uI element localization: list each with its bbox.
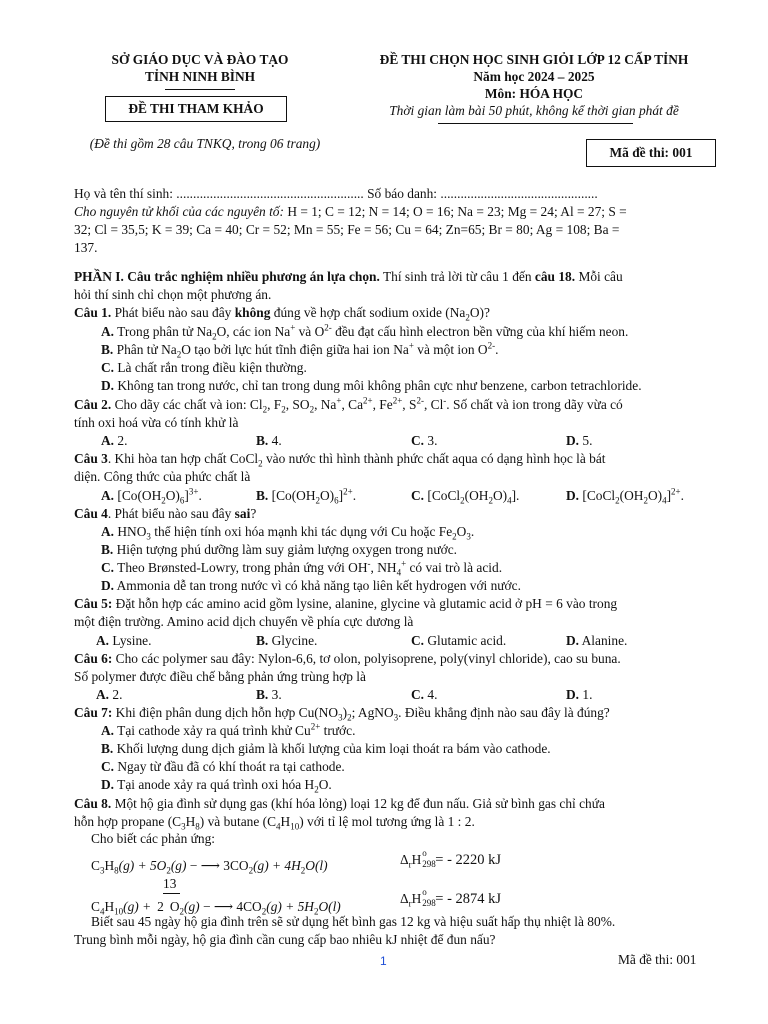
- subject: Môn: HÓA HỌC: [484, 86, 584, 101]
- option-letter: D.: [566, 488, 580, 503]
- option-letter: C.: [101, 360, 115, 375]
- q4-text: ?: [250, 506, 257, 521]
- q2-text: , Ca: [341, 397, 364, 412]
- subscript: 2: [615, 495, 620, 506]
- department-name: SỞ GIÁO DỤC VÀ ĐÀO TẠO: [111, 52, 289, 67]
- subscript: 2: [315, 495, 321, 506]
- atomic-masses-line1: H = 1; C = 12; N = 14; O = 16; Na = 23; Mg = 24; Al = 27; S =: [283, 204, 627, 219]
- option-text: ].: [511, 488, 520, 503]
- eq-text: O(l): [318, 899, 341, 914]
- option-text: thể hiện tính oxi hóa mạnh khi tác dụng với Cu hoặc Fe: [150, 524, 453, 539]
- subscript: 2: [212, 331, 217, 342]
- q6-option-a: [96, 686, 122, 704]
- subscript: 8: [114, 865, 119, 876]
- q1-text: đúng về hợp chất sodium oxide (Na: [270, 305, 466, 320]
- subscript: 2: [313, 906, 319, 917]
- option-text: Khối lượng dung dịch giảm là khối lượng của kim loại thoát ra bám vào cathode.: [113, 741, 551, 756]
- option-letter: D.: [566, 433, 580, 448]
- option-text: 4.: [424, 687, 438, 702]
- q6-option-b: [256, 686, 282, 704]
- subscript: 10: [290, 821, 300, 832]
- delta-symbol: Δ: [400, 852, 409, 867]
- subscript: 3: [393, 712, 399, 723]
- eq-text: (g) + 4H: [253, 858, 301, 873]
- superscript: +: [336, 395, 342, 406]
- fraction-numerator: 13: [163, 876, 177, 891]
- option-text: Trong phân tử Na: [114, 324, 213, 339]
- subscript: r: [408, 898, 412, 909]
- option-text: .: [495, 342, 499, 357]
- option-text: ]: [184, 488, 189, 503]
- option-text: O.: [318, 777, 332, 792]
- q8-text: Một hộ gia đình sử dụng gas (khí hóa lỏng) loại 12 kg để đun nấu. Giả sử bình gas chỉ chứa: [111, 796, 605, 811]
- eq-text: 3CO: [219, 858, 249, 873]
- subscript: 3: [466, 531, 471, 542]
- option-letter: D.: [101, 378, 115, 393]
- option-letter: A.: [96, 687, 110, 702]
- question-7-label: Câu 7:: [74, 705, 113, 720]
- q2-text: , SO: [285, 397, 310, 412]
- q7-option-a: [101, 722, 712, 740]
- subscript: 2: [161, 495, 166, 506]
- q1-option-a: [101, 323, 712, 341]
- q2-text: , Cl: [423, 397, 444, 412]
- question-4-label: Câu 4: [74, 506, 108, 521]
- q8-final-line1: Biết sau 45 ngày hộ gia đình trên sẽ sử dụng hết bình gas 12 kg và hiệu suất hấp thụ nhiệt là 80%.: [91, 914, 616, 929]
- part1-instr-line2: hỏi thí sinh chỉ chọn một phương án.: [74, 287, 272, 302]
- q8-text: hỗn hợp propane (C: [74, 814, 182, 829]
- part1-instr-b: câu 18.: [534, 269, 576, 284]
- q8-text: ) và butane (C: [199, 814, 277, 829]
- option-letter: B.: [101, 542, 114, 557]
- q7-text: Khi điện phân dung dịch hỗn hợp Cu(NO: [112, 705, 339, 720]
- question-6-label: Câu 6:: [74, 651, 113, 666]
- subscript: 2: [166, 865, 171, 876]
- fraction-denominator: 2: [157, 899, 164, 914]
- eq-text: (g): [184, 899, 203, 914]
- question-2-label: Câu 2.: [74, 397, 112, 412]
- option-letter: D.: [566, 687, 580, 702]
- subscript: 2: [262, 404, 268, 415]
- q1-emphasis: không: [234, 305, 271, 320]
- option-letter: C.: [411, 687, 425, 702]
- eq-text: C: [91, 858, 100, 873]
- q3-text: vào nước thì hình thành phức chất aqua có dạng hình học là bát: [262, 451, 606, 466]
- part1-heading: [74, 268, 712, 304]
- subscript: 2: [248, 865, 254, 876]
- question-7: [74, 704, 712, 722]
- q2-option-a: [101, 432, 127, 450]
- question-6: [74, 650, 712, 686]
- q3-option-c: [411, 487, 519, 505]
- q1-text: Phát biểu nào sau đây: [111, 305, 235, 320]
- subscript: 2: [314, 784, 319, 795]
- eq-text: H: [104, 899, 115, 914]
- atomic-masses-line3: 137.: [74, 240, 98, 255]
- option-text: .: [352, 488, 357, 503]
- exam-code-box: [586, 139, 716, 167]
- option-letter: B.: [256, 488, 269, 503]
- q8-final-line2: Trung bình mỗi ngày, hộ gia đình cần cung cấp bao nhiêu kJ nhiệt để đun nấu?: [74, 932, 496, 947]
- q7-text: ; AgNO: [351, 705, 394, 720]
- q8-text: H: [185, 814, 196, 829]
- subscript: 2: [488, 495, 493, 506]
- school-year: Năm học 2024 – 2025: [473, 69, 595, 84]
- q4-option-c: [101, 559, 712, 577]
- q5-options: [0, 632, 768, 650]
- page-number: 1: [380, 954, 387, 968]
- subscript: 2: [179, 906, 184, 917]
- option-text: Ammonia dễ tan trong nước vì có khả năng tạo liên kết hydrogen với nước.: [114, 578, 521, 593]
- option-text: 3.: [424, 433, 438, 448]
- option-text: O): [165, 488, 180, 503]
- part1-instr-c: Mỗi câu: [575, 269, 623, 284]
- option-text: 2.: [114, 433, 128, 448]
- option-letter: A.: [101, 324, 115, 339]
- subscript: 2: [281, 404, 286, 415]
- option-text: (OH: [464, 488, 489, 503]
- superscript: 2-: [324, 322, 332, 333]
- subscript: 2: [460, 495, 465, 506]
- subscript: 3: [181, 821, 186, 832]
- atomic-masses-intro: Cho nguyên tử khối của các nguyên tố:: [74, 204, 284, 219]
- subscript: 2: [258, 458, 263, 469]
- q7-option-b: [101, 740, 712, 758]
- option-text: Glutamic acid.: [424, 633, 507, 648]
- q3-text: . Khi hòa tan hợp chất CoCl: [107, 451, 259, 466]
- q8-equation-1: [91, 857, 328, 875]
- q8-text: H: [280, 814, 291, 829]
- superscript: -: [443, 395, 447, 406]
- eq-text: 4CO: [233, 899, 262, 914]
- exam-title: ĐỀ THI CHỌN HỌC SINH GIỎI LỚP 12 CẤP TỈNH: [379, 52, 689, 67]
- option-text: [CoCl: [579, 488, 616, 503]
- option-text: ]: [666, 488, 672, 503]
- q2-text: , S: [402, 397, 417, 412]
- question-8-label: Câu 8.: [74, 796, 112, 811]
- enthalpy-value: = - 2874 kJ: [435, 891, 502, 907]
- subscript: 4: [99, 906, 105, 917]
- option-text: [CoCl: [424, 488, 461, 503]
- q6-line2: Số polymer được điều chế bằng phản ứng trùng hợp là: [74, 669, 366, 684]
- option-text: O): [492, 488, 508, 503]
- q1-option-b: [101, 341, 712, 359]
- header-left-underline: [165, 89, 235, 90]
- option-text: và O: [295, 324, 325, 339]
- reaction-arrow-icon: − ⟶: [189, 858, 220, 873]
- q7-option-c: [101, 758, 712, 776]
- superscript: +: [408, 340, 414, 351]
- q5-option-a: [96, 632, 151, 650]
- subscript: 2: [643, 495, 648, 506]
- superscript: 2+: [343, 486, 353, 497]
- option-letter: B.: [256, 433, 269, 448]
- option-letter: B.: [256, 633, 269, 648]
- superscript: 2+: [363, 395, 373, 406]
- reference-exam-label: ĐỀ THI THAM KHẢO: [128, 101, 264, 116]
- q6-option-d: [566, 686, 592, 704]
- option-text: O, các ion Na: [216, 324, 291, 339]
- q2-option-b: [256, 432, 282, 450]
- option-text: trước.: [320, 723, 356, 738]
- eq-text: C: [91, 899, 100, 914]
- subscript: 3: [146, 531, 151, 542]
- option-text: .: [470, 524, 475, 539]
- option-letter: C.: [411, 633, 425, 648]
- option-text: .: [680, 488, 684, 503]
- option-text: 2.: [109, 687, 123, 702]
- option-text: [Co(OH: [268, 488, 316, 503]
- q6-options: [0, 686, 768, 704]
- q5-option-c: [411, 632, 506, 650]
- option-text: O): [647, 488, 663, 503]
- q2-text: Cho dãy các chất và ion: Cl: [111, 397, 263, 412]
- q1-option-c: [101, 359, 712, 377]
- eq-text: O: [166, 899, 180, 914]
- q2-text: , Fe: [372, 397, 393, 412]
- superscript: 2+: [310, 721, 321, 732]
- q4-option-a: [101, 523, 712, 541]
- question-2: [74, 396, 712, 432]
- eq-text: (g) + 5O: [118, 858, 167, 873]
- subscript: 2: [347, 712, 352, 723]
- time-limit: Thời gian làm bài 50 phút, không kể thời gian phát đề: [389, 103, 679, 118]
- question-3: [74, 450, 712, 486]
- q6-text: Cho các polymer sau đây: Nylon-6,6, tơ olon, polyisoprene, poly(vinyl chloride), cao su buna.: [112, 651, 621, 666]
- q1-option-d: [101, 377, 712, 395]
- option-text: Ngay từ đầu đã có khí thoát ra tại cathode.: [114, 759, 345, 774]
- q5-option-d: [566, 632, 627, 650]
- subscript: 2: [176, 349, 182, 360]
- subscript: 6: [334, 495, 339, 506]
- option-text: Alanine.: [579, 633, 628, 648]
- subscript: 4: [276, 821, 281, 832]
- q4-emphasis: sai: [234, 506, 251, 521]
- superscript: +: [290, 322, 296, 333]
- candidate-number-field: Số báo danh: ...............................................: [367, 186, 598, 201]
- option-letter: D.: [566, 633, 580, 648]
- option-text: 3.: [268, 687, 282, 702]
- option-letter: C.: [411, 488, 425, 503]
- option-text: (OH: [619, 488, 644, 503]
- option-letter: C.: [411, 433, 425, 448]
- standard-state-mark: o 298: [422, 887, 436, 908]
- part1-title: PHẦN I. Câu trắc nghiệm nhiều phương án lựa chọn.: [74, 269, 380, 284]
- header-right-underline: [438, 123, 633, 124]
- option-letter: A.: [101, 723, 115, 738]
- q2-line2: tính oxi hoá vừa có tính khử là: [74, 415, 239, 430]
- q2-text: . Số chất và ion trong dãy vừa có: [446, 397, 623, 412]
- reference-exam-box: [105, 96, 287, 122]
- subscript: 2: [465, 312, 470, 323]
- q8-enthalpy-1: [400, 848, 502, 870]
- footer-exam-code: Mã đề thi: 001: [618, 952, 697, 967]
- subscript: 6: [179, 495, 185, 506]
- subscript: 4: [662, 495, 667, 506]
- q4-option-b: [101, 541, 712, 559]
- q7-text: . Điều khẳng định nào sau đây là đúng?: [398, 705, 610, 720]
- eq-text: (g): [170, 858, 190, 873]
- q5-text: Đặt hỗn hợp các amino acid gồm lysine, alanine, glycine và glutamic acid ở pH = 6 vào trong: [112, 596, 618, 611]
- superscript: 2+: [671, 486, 681, 497]
- option-text: , NH: [370, 560, 397, 575]
- q8-enthalpy-2: [400, 887, 502, 909]
- superscript: -: [367, 558, 371, 569]
- option-letter: C.: [101, 560, 115, 575]
- superscript: 2-: [416, 395, 424, 406]
- q2-options: [0, 432, 768, 450]
- option-text: Lysine.: [109, 633, 152, 648]
- question-1-label: Câu 1.: [74, 305, 112, 320]
- eq-text: H: [104, 858, 115, 873]
- option-text: ]: [338, 488, 344, 503]
- option-text: [Co(OH: [114, 488, 162, 503]
- candidate-name-line: [74, 186, 598, 202]
- q3-option-d: [566, 487, 684, 505]
- eq-text: (g) +: [123, 899, 155, 914]
- option-letter: A.: [96, 633, 110, 648]
- q2-text: , F: [267, 397, 282, 412]
- q2-option-d: [566, 432, 592, 450]
- fraction-bar: [163, 893, 180, 894]
- option-text: Phân tử Na: [113, 342, 177, 357]
- question-5: [74, 595, 712, 631]
- option-text: và một ion O: [413, 342, 488, 357]
- q1-text: O)?: [469, 305, 490, 320]
- question-4: [74, 505, 712, 523]
- q2-text: , Na: [314, 397, 337, 412]
- option-text: O tạo bởi lực hút tĩnh điện giữa hai ion Na: [181, 342, 409, 357]
- q2-option-c: [411, 432, 437, 450]
- q6-option-c: [411, 686, 437, 704]
- option-text: O): [320, 488, 335, 503]
- subscript: 2: [452, 531, 457, 542]
- q3-line2: diện. Công thức của phức chất là: [74, 469, 251, 484]
- q3-option-a: [101, 487, 202, 505]
- q4-text: . Phát biểu nào sau đây: [107, 506, 235, 521]
- option-letter: B.: [101, 342, 114, 357]
- candidate-name-field: Họ và tên thí sinh: ........................................................: [74, 186, 364, 201]
- delta-symbol: Δ: [400, 891, 409, 906]
- subscript: 3: [99, 865, 105, 876]
- option-text: Theo Brønsted-Lowry, trong phản ứng với OH: [114, 560, 368, 575]
- exam-code-label: Mã đề thi: 001: [609, 145, 693, 160]
- eq-text: (g) + 5H: [266, 899, 314, 914]
- subscript: 4: [396, 567, 402, 578]
- enthalpy-value: = - 2220 kJ: [435, 852, 502, 868]
- question-8: [74, 795, 712, 831]
- option-letter: D.: [101, 777, 115, 792]
- q4-option-d: [101, 577, 712, 595]
- reaction-arrow-icon: − ⟶: [202, 899, 234, 914]
- question-1: [74, 304, 712, 322]
- option-text: Tại anode xảy ra quá trình oxi hóa H: [114, 777, 315, 792]
- option-text: 1.: [579, 687, 593, 702]
- subscript: 2: [261, 906, 267, 917]
- province-name: TỈNH NINH BÌNH: [144, 69, 256, 84]
- option-text: 5.: [579, 433, 593, 448]
- superscript: +: [401, 558, 407, 569]
- question-5-label: Câu 5:: [74, 596, 113, 611]
- q7-text: ): [342, 705, 348, 720]
- eq-text: H: [411, 852, 422, 867]
- option-text: Là chất rắn trong điều kiện thường.: [114, 360, 307, 375]
- standard-state-mark: o 298: [422, 848, 436, 869]
- subscript: 4: [507, 495, 512, 506]
- option-text: 4.: [268, 433, 282, 448]
- q3-options: [0, 487, 768, 505]
- option-text: O: [456, 524, 467, 539]
- subscript: 2: [309, 404, 315, 415]
- atomic-masses: [74, 203, 712, 257]
- option-text: Hiện tượng phú dưỡng làm suy giảm lượng oxygen trong nước.: [113, 542, 458, 557]
- question-3-label: Câu 3: [74, 451, 108, 466]
- superscript: 2+: [392, 395, 403, 406]
- option-letter: C.: [101, 759, 115, 774]
- part1-instr-a: Thí sinh trả lời từ câu 1 đến: [379, 269, 535, 284]
- subscript: r: [408, 859, 412, 870]
- option-letter: B.: [256, 687, 269, 702]
- option-text: Glycine.: [268, 633, 318, 648]
- q8-given: Cho biết các phản ứng:: [91, 831, 216, 846]
- option-text: Tại cathode xảy ra quá trình khử Cu: [114, 723, 311, 738]
- subscript: 8: [195, 821, 200, 832]
- q7-option-d: [101, 776, 712, 794]
- option-text: Không tan trong nước, chỉ tan trong dung môi không phân cực như benzene, carbon tetrachloride.: [114, 378, 642, 393]
- superscript: 3+: [188, 486, 199, 497]
- q5-option-b: [256, 632, 317, 650]
- option-text: có vai trò là acid.: [406, 560, 503, 575]
- subscript: 10: [114, 906, 124, 917]
- option-letter: D.: [101, 578, 115, 593]
- superscript: 2-: [487, 340, 496, 351]
- q3-option-b: [256, 487, 356, 505]
- subscript: 3: [338, 712, 343, 723]
- option-letter: A.: [101, 524, 115, 539]
- atomic-masses-line2: 32; Cl = 35,5; K = 39; Ca = 40; Cr = 52; Mn = 55; Fe = 56; Cu = 64; Zn=65; Br = 80; Ag = 108; Ba =: [74, 222, 620, 237]
- eq-text: O(l): [305, 858, 328, 873]
- subscript: 2: [300, 865, 306, 876]
- q5-line2: một điện trường. Amino acid dịch chuyển về phía cực dương là: [74, 614, 414, 629]
- option-letter: A.: [101, 433, 115, 448]
- option-letter: B.: [101, 741, 114, 756]
- q8-text: ) với tỉ lệ mol tương ứng là 1 : 2.: [299, 814, 475, 829]
- option-text: HNO: [114, 524, 147, 539]
- eq-text: H: [411, 891, 422, 906]
- option-text: .: [198, 488, 202, 503]
- page-count-note: (Đề thi gồm 28 câu TNKQ, trong 06 trang): [89, 136, 321, 151]
- option-letter: A.: [101, 488, 115, 503]
- option-text: đều đạt cấu hình electron bền vững của khí hiếm neon.: [331, 324, 629, 339]
